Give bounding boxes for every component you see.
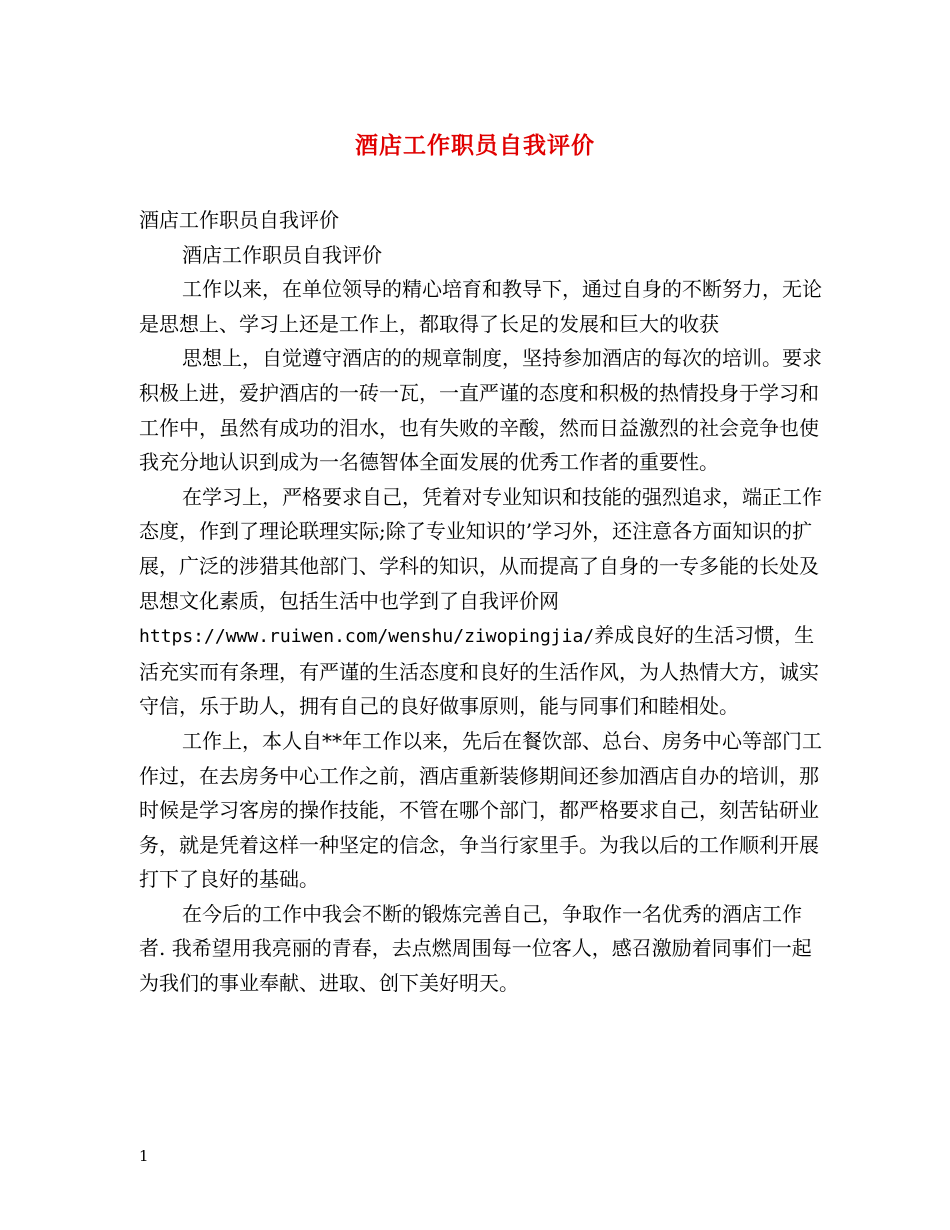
paragraph-intro: 工作以来，在单位领导的精心培育和教导下，通过自身的不断努力，无论是思想上、学习上还是工作上，都取得了长足的发展和巨大的收获 bbox=[139, 277, 822, 336]
paragraph-study-text-continued: 养成良好的生活习惯，生活充实而有条理，有严谨的生活态度和良好的生活作风，为人热情大方，诚实守信，乐于助人，拥有自己的良好做事原则，能与同事们和睦相处。 bbox=[139, 623, 819, 719]
document-body bbox=[139, 203, 825, 1001]
body-heading: 酒店工作职员自我评价 bbox=[139, 208, 339, 232]
paragraph-thought: 思想上，自觉遵守酒店的的规章制度，坚持参加酒店的每次的培训。要求积极上进，爱护酒店的一砖一瓦，一直严谨的态度和积极的热情投身于学习和工作中，虽然有成功的泪水，也有失败的辛酸，然而日益激烈的社会竞争也使我充分地认识到成为一名德智体全面发展的优秀工作者的重要性。 bbox=[139, 346, 822, 475]
source-url: https://www.ruiwen.com/wenshu/ziwopingjia/ bbox=[139, 626, 595, 648]
page-number: 1 bbox=[139, 1147, 149, 1165]
paragraph-future: 在今后的工作中我会不断的锻炼完善自己，争取作一名优秀的酒店工作者. 我希望用我亮丽的青春，去点燃周围每一位客人，感召激励着同事们一起为我们的事业奉献、进取、创下美好明天。 bbox=[139, 901, 812, 996]
paragraph-study bbox=[139, 480, 825, 724]
body-subheading: 酒店工作职员自我评价 bbox=[182, 242, 382, 267]
document-title: 酒店工作职员自我评价 bbox=[355, 132, 595, 159]
paragraph-study-text: 在学习上，严格要求自己，凭着对专业知识和技能的强烈追求，端正工作态度，作到了理论联理实际;除了专业知识的’学习外，还注意各方面知识的扩展，广泛的涉猎其他部门、学科的知识，从而提高了自身的一专多能的长处及思想文化素质，包括生活中也学到了自我评价网 bbox=[139, 484, 822, 613]
paragraph-work: 工作上，本人自**年工作以来，先后在餐饮部、总台、房务中心等部门工作过，在去房务中心工作之前，酒店重新装修期间还参加酒店自办的培训，那时候是学习客房的操作技能，不管在哪个部门，都严格要求自己，刻苦钻研业务，就是凭着这样一种坚定的信念，争当行家里手。为我以后的工作顺利开展打下了良好的基础。 bbox=[139, 728, 822, 892]
